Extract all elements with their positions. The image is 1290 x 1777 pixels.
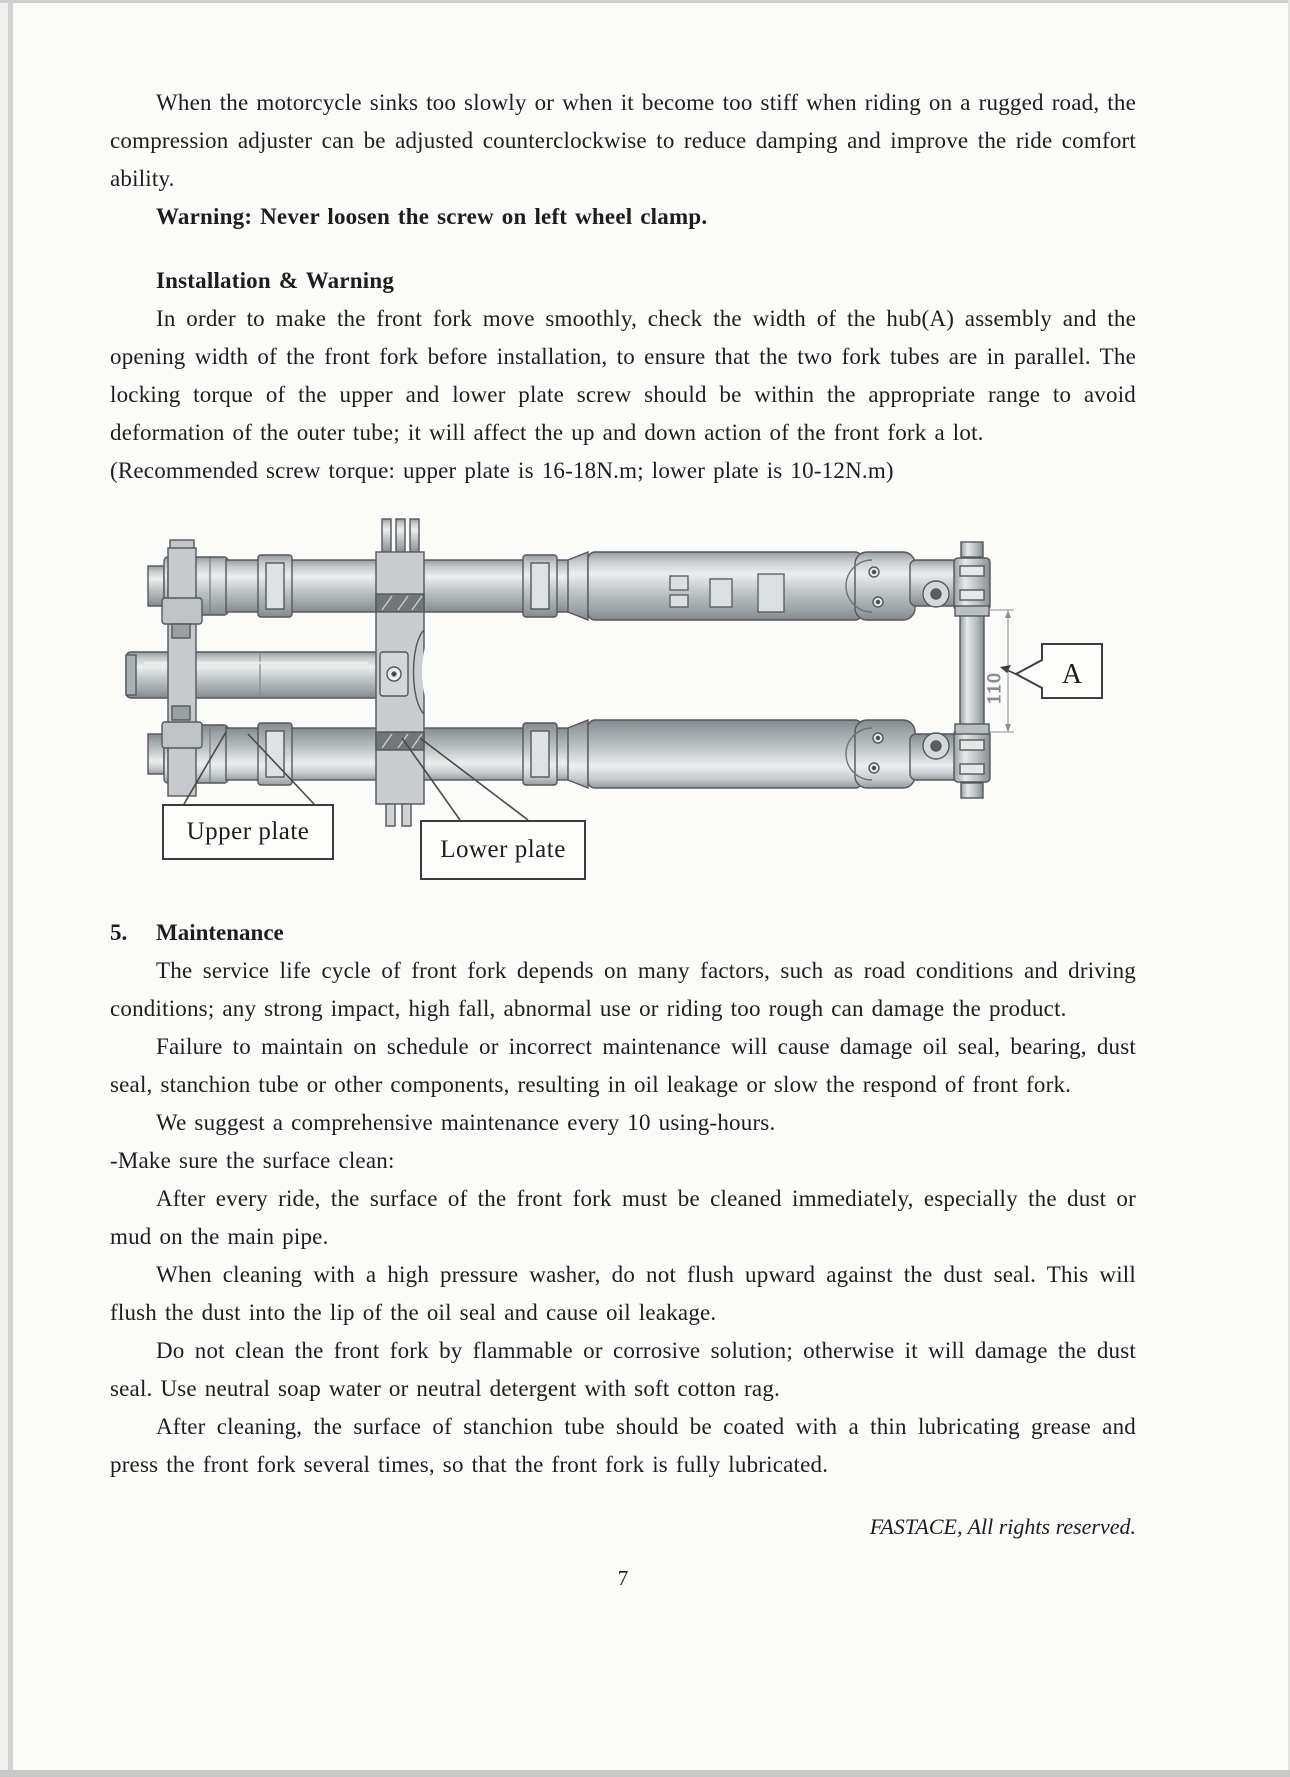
upper-plate-label-text: Upper plate — [186, 818, 310, 845]
maintenance-paragraph: Failure to maintain on schedule or incorrect maintenance will cause damage oil seal, bearing, dust seal, stanchion tube or other components, resulting in oil leakage or slow the respond of front fork. — [110, 1034, 1136, 1097]
section-number: 5. — [110, 920, 128, 945]
maintenance-heading-row — [110, 914, 1136, 952]
page-number: 7 — [617, 1566, 629, 1590]
footer-text: FASTACE, All rights reserved. — [869, 1514, 1136, 1539]
torque-note: (Recommended screw torque: upper plate is 16-18N.m; lower plate is 10-12N.m) — [110, 458, 894, 483]
maintenance-paragraph: We suggest a comprehensive maintenance every 10 using-hours. — [156, 1110, 776, 1135]
lower-plate-label — [420, 820, 586, 880]
steerer-tube — [126, 652, 380, 698]
upper-plate-label — [162, 804, 334, 860]
maintenance-paragraph: -Make sure the surface clean: — [110, 1148, 395, 1173]
maintenance-paragraph: When cleaning with a high pressure washer, do not flush upward against the dust seal. This will flush the dust into the lip of the oil seal and cause oil leakage. — [110, 1262, 1136, 1325]
maintenance-paragraph: The service life cycle of front fork depends on many factors, such as road conditions and driving conditions; any strong impact, high fall, abnormal use or riding too rough can damage the product. — [110, 958, 1136, 1021]
maintenance-paragraph: After cleaning, the surface of stanchion tube should be coated with a thin lubricating grease and press the front fork several times, so that the front fork is fully lubricated. — [110, 1414, 1136, 1477]
page-edge-left-line — [8, 0, 13, 1777]
maintenance-heading: Maintenance — [156, 920, 284, 945]
maintenance-paragraph: Do not clean the front fork by flammable or corrosive solution; otherwise it will damage the dust seal. Use neutral soap water or neutral detergent with soft cotton rag. — [110, 1338, 1136, 1401]
callout-a-text: A — [1061, 659, 1083, 690]
page-edge-left-outer — [0, 0, 8, 1777]
page-edge-top-line — [0, 0, 1290, 3]
page-edge-bottom-line — [0, 1770, 1290, 1777]
fork-leg — [148, 542, 990, 620]
warning-text: Warning: Never loosen the screw on left wheel clamp. — [156, 204, 708, 229]
dimension-110-text: 110 — [984, 671, 1005, 704]
installation-heading: Installation & Warning — [156, 268, 395, 293]
upper-plate — [162, 540, 202, 796]
axle-rod — [955, 606, 989, 734]
maintenance-paragraph: After every ride, the surface of the front fork must be cleaned immediately, especially the dust or mud on the main pipe. — [110, 1186, 1136, 1249]
callout-a — [1000, 644, 1102, 698]
intro-paragraph: When the motorcycle sinks too slowly or when it become too stiff when riding on a rugged road, the compression adjuster can be adjusted counterclockwise to reduce damping and improve the ride comfort ability. — [110, 90, 1136, 191]
lower-plate-label-text: Lower plate — [440, 836, 566, 863]
front-fork-diagram — [110, 502, 1136, 898]
installation-paragraph: In order to make the front fork move smoothly, check the width of the hub(A) assembly and the opening width of the front fork before installation, to ensure that the two fork tubes are in parallel. The locking torque of the upper and lower plate screw should be within the appropriate range to avoid deformation of the outer tube; it will affect the up and down action of the front fork a lot. — [110, 306, 1136, 445]
page-content — [110, 84, 1136, 1613]
